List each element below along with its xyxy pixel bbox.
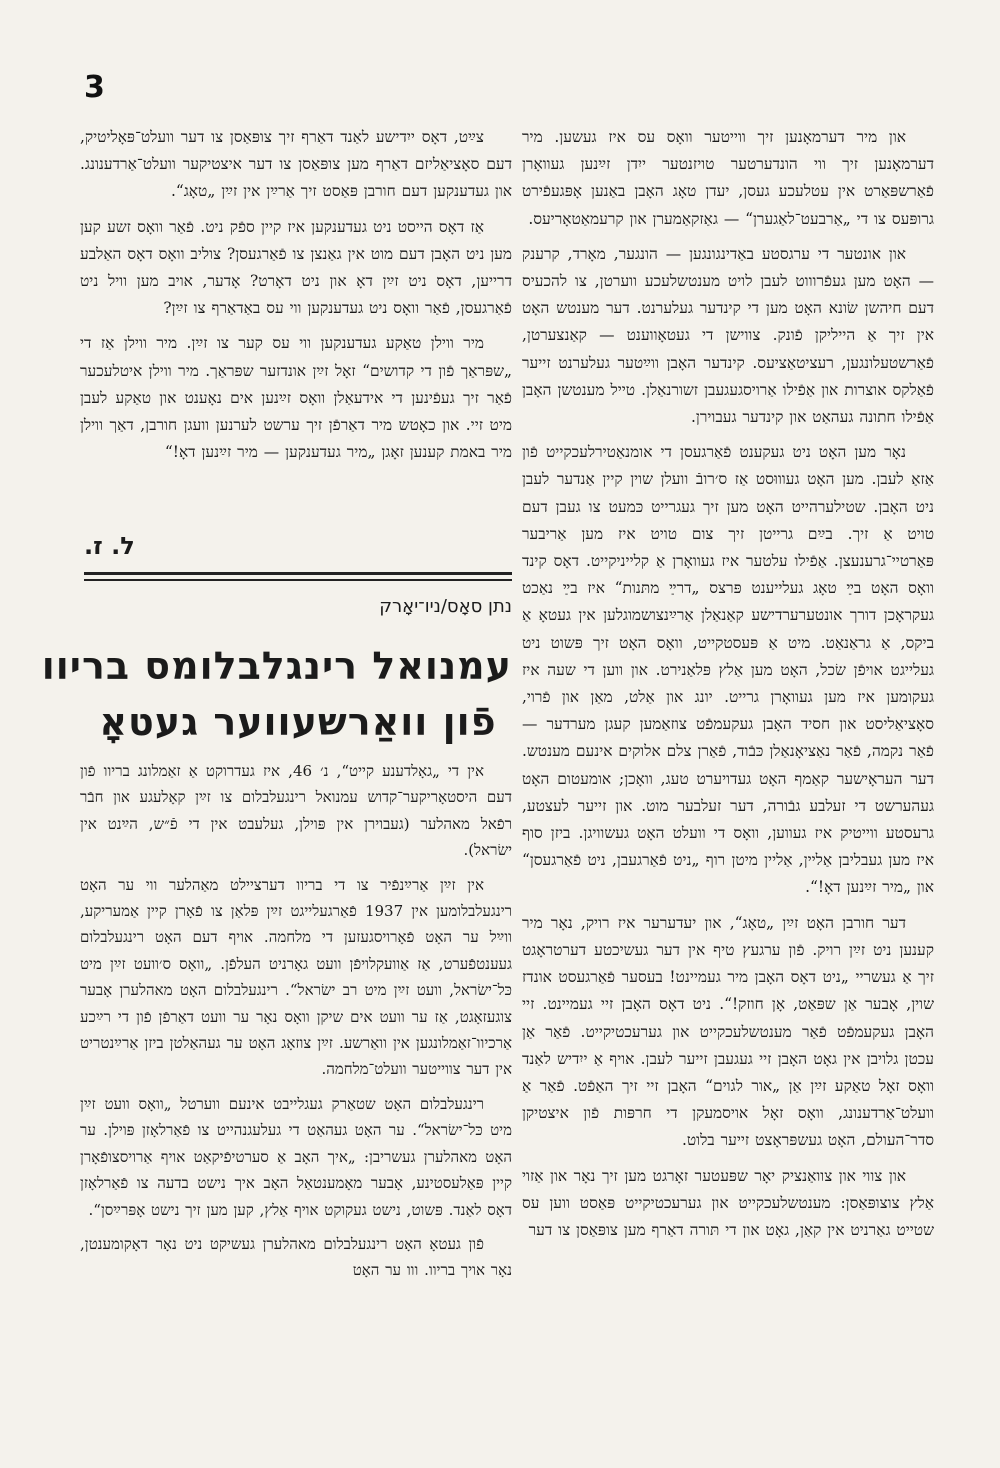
paragraph: אין די „גאָלדענע קייט“, נ׳ 46, איז געדרוקט אַ זאַמלונג בריוו פֿון דעם היסטאָריקער־קדוש עמנואל רינגעלבלום צו זײַן קאָלעגע און חבֿר רפֿאל מאהלער (געבוירן אין פּוילן, געלעבט אין די פֿ״ש, הײַנט אין ישׂראל). <box>80 762 512 860</box>
paragraph: נאָר מען האָט ניט געקענט פֿאַרגעסן די אומנאַטירלעכקייט פֿון אַזאַ לעבן. מען האָט געוווּסט אַז ס׳רובֿ וועלן שוין קיין אַנדער לעבן ניט האָבן. שטילערהייט האָט מען זיך געגרייט כּמעט צו געבן דעם טויט אַ זיך. בײַם גרייטן זיך צום טויט איז מען אַריבער פּאַרטיי־גרענעצן. אַפֿילו עלטער איז געוואָרן אַ קלייניקייט. דאָס קינד וואָס האָט בײַ טאָג געלייענט פּרצס „דרײַ מתּנות“ איז בײַ נאַכט געקראָכן דורך אונטערערדישע קאַנאַלן אַרײַנצושמוגלען אין געטאָ אַ ביקס, אַ גראַנאַט. מיט אַ פּעסטקייט, וואָס האָט זיך פּשוט ניט געלייגט אויפֿן שׂכל, האָט מען אַלץ פּלאַנירט. און ווען די שעה איז געקומען איז מען געוואָרן גרייט. יונג און אַלט, מאַן און פֿרוי, סאָציאַליסט און חסיד האָבן געקעמפֿט צוזאַמען קעגן מערדער — פֿאַר נקמה, פֿאַר נאַציאָנאַלן כּבֿוד, פֿאַרן צלם אלוקים אינעם מענטש. דער העראָישער קאַמף האָט געדויערט טעג, וואָכן; אומעטום האָט געהערשט די זעלבע גבֿורה, דער זעלבער מוט. און זייער לעצטע, גרעסטע ווייטיק איז געווען, וואָס די וועלט האָט געשוויגן. ביזן סוף איז מען געבליבן אַליין, אַליין מיטן רוף „ניט פֿאַרגעבן, ניט פֿאַרגעסן“ און „מיר זײַנען דאָ!“. <box>522 443 934 897</box>
left-bottom-column <box>80 758 512 1292</box>
right-column <box>522 124 934 1252</box>
paragraph: אין זײַן אַרײַנפֿיר צו די בריוו דערציילט מאַהלער ווי ער האָט רינגעלבלומען אין 1937 פֿאַרגעלייגט זײַן פּלאַן צו פֿאָרן קיין אַמעריקע, ווײַל ער האָט פֿאָרויסגעזען די מלחמה. אויף דעם האָט רינגעלבלום געענטפֿערט, אַז אַוועקלויפֿן וועט גאָרניט העלפֿן. „וואָס ס׳וועט זײַן מיט כּל־ישׂראל, וועט זײַן מיט רב ישׂראל“. רינגעלבלום האָט מאהלערן אָבער צוגעזאָגט, אַז ער וועט אים שיקן וואָס נאָר ער וועט דאַרפֿן פֿון די רײַכע אַרכיוו־זאַמלונגען אין וואַרשע. זײַן צוזאָג האָט ער געהאַלטן ביזן אַרײַנטריט אין דער צווייטער וועלט־מלחמה. <box>80 875 513 1079</box>
paragraph: רינגעלבלום האָט שטאַרק געגלייבט אינעם ווערטל „וואָס וועט זײַן מיט כּל־ישׂראל“. ער האָט געהאַט די געלעגנהייט צו פֿאַרלאָזן פּוילן. ער האָט מאהלערן געשריבן: „איך האָב אַ סערטיפֿיקאַט אויף אַרויסצופֿאָרן קיין פּאַלעסטינע, אָבער מאָמענטאַל האָב איך נישט בדעה צו פֿאַרלאָזן דאָס לאַנד. פּשוט, נישט געקוקט אויף אַלץ, קען מען זיך נישט אָפּרײַסן“. <box>80 1094 512 1219</box>
paragraph: אַז דאָס הייסט ניט געדענקען איז קיין ספֿק ניט. פֿאַר וואָס זשע קען מען ניט האָבן דעם מוט אין גאַנצן צו פֿאַרגעסן? צוליב וואָס דאָס האַלבע דרייען, דאָס ניט זײַן דאָ און ניט דאָרט? אָדער, אויב מען וויל ניט פֿאַרגעסן, פֿאַר וואָס ניט געדענקען ווי עס באַדאַרף צו זײַן? <box>80 217 512 318</box>
paragraph: מיר ווילן טאַקע געדענקען ווי עס קער צו זײַן. מיר ווילן אַז די „שפּראַך פֿון די קדושים“ זאָל זײַן אונדזער שפּראַך. מיר ווילן איטלעכער פֿאַר זיך געפֿינען די אידעאַלן וואָס זײַנען אים נאָענט און טאַקע לעבן מיט זיי. און כאָטש מיר דאַרפֿן זיך ערשט לערנען וועגן חורבן, דאַך ווילן מיר באמת קענען זאָגן „מיר געדענקען — מיר זײַנען דאָ!“ <box>80 334 512 462</box>
author-initials: ל. ז. <box>84 532 135 560</box>
section-divider-thick <box>84 572 512 575</box>
paragraph: און צווי און צוואַנציק יאָר שפּעטער זאָרגט מען זיך נאָר און אַזוי אַלץ צוצופּאַסן: מענטשלעכקייט און גערעכטיקייט פּאַסט ווען עס שטייט גאַרניט אין קאַן, גאָט און די תּורה דאַרף מען צופּאַסן צו דער <box>522 1166 934 1239</box>
paragraph: דער חורבן האָט זײַן „טאָג“, און יעדערער איז רויק, נאָר מיר קענען ניט זײַן רויק. פֿון ערגעץ טיף אין דער געשיכטע דערטראָגט זיך אַ געשריי „ניט דאָס האָבן מיר געמיינט! בעסער פֿאַרגעסט אונדז שוין, אָבער אַן שפּאַט, אָן חוזק!“. ניט דאָס האָבן זיי געמיינט. זיי האָבן געקעמפֿט פֿאַר מענטשלעכקייט און גערעכטיקייט. פֿאַר אַן עכטן גלויבן אין גאָט האָבן זיי געגעבן זייער לעבן. אויף אַ ייִדיש לאַנד וואָס זאָל טאַקע זײַן אַן „אור לגוים“ האָבן זיי זיך האַפֿט. פֿאַר אַ וועלט־אַרדענונג, וואָס זאָל אויסמעקן די חרפּות פֿון איצטיקן סדר־העולם, האָט געשפּראָצט זייער בלוט. <box>522 913 934 1150</box>
paragraph: פֿון געטאָ האָט רינגעלבלום מאהלערן געשיקט ניט נאָר דאָקומענטן, נאָר אויך בריוו. ווו ער האָט <box>80 1234 512 1280</box>
paragraph: צײַט, דאָס ייִדישע לאַנד דאַרף זיך צופּאַסן צו דער וועלט־פּאָליטיק, דעם סאָציאַליזם דאַרף מען צופּאַסן צו דער איצטיקער וועלט־אַרדענונג. און געדענקען דעם חורבן פּאַסט זיך אַרײַן אין זײַן „טאָג“. <box>80 128 512 201</box>
article-byline: נתן סאָס/ניו־יאָרק <box>379 596 512 617</box>
section-divider-thin <box>84 579 512 581</box>
headline-line-1: עמנואל רינגלבלומס בריוו <box>41 644 512 688</box>
page-number: 3 <box>84 70 105 105</box>
left-top-column <box>80 124 512 474</box>
headline-line-2: פֿון וואַרשעווער געטאָ <box>99 700 497 744</box>
paragraph: און מיר דערמאָנען זיך ווייטער וואָס עס איז געשען. מיר דערמאָנען זיך ווי הונדערטער טויזנטער ייִדן זײַנען געוואָרן פֿאַרשפּאַרט אין עטלעכע געסן, יעדן טאָג האָבן באַנען אָפּגעפֿירט גרופּעס צו די „אַרבעט־לאַגערן“ — גאַזקאַמערן און קרעמאַטאָריעס. <box>522 128 934 228</box>
article-headline <box>41 638 512 750</box>
paragraph: און אונטער די ערגסטע באַדינגונגען — הונגער, מאָרד, קרענק — האָט מען געפֿרוווט לעבן לויט מענטשלעכע ווערטן, צו להכעיס דעם חיהשן שׂונא האָט מען די קינדער געלערנט. דער מענטש האָט אין זיך אַ הייליקן פֿונק. צווישן די געטאָווענט — קאַנצערטן, פֿאַרשטעלונגען, רעציטאַציעס. קינדער האָבן ווײַטער געלערנט זייער פֿאַלקס אוצרות און אַפֿילו אַרויסגעגעבן זשורנאַלן. טייל מענטשן האָבן אַפֿילו חתונה געהאַט און קינדער געבוירן. <box>522 244 934 427</box>
